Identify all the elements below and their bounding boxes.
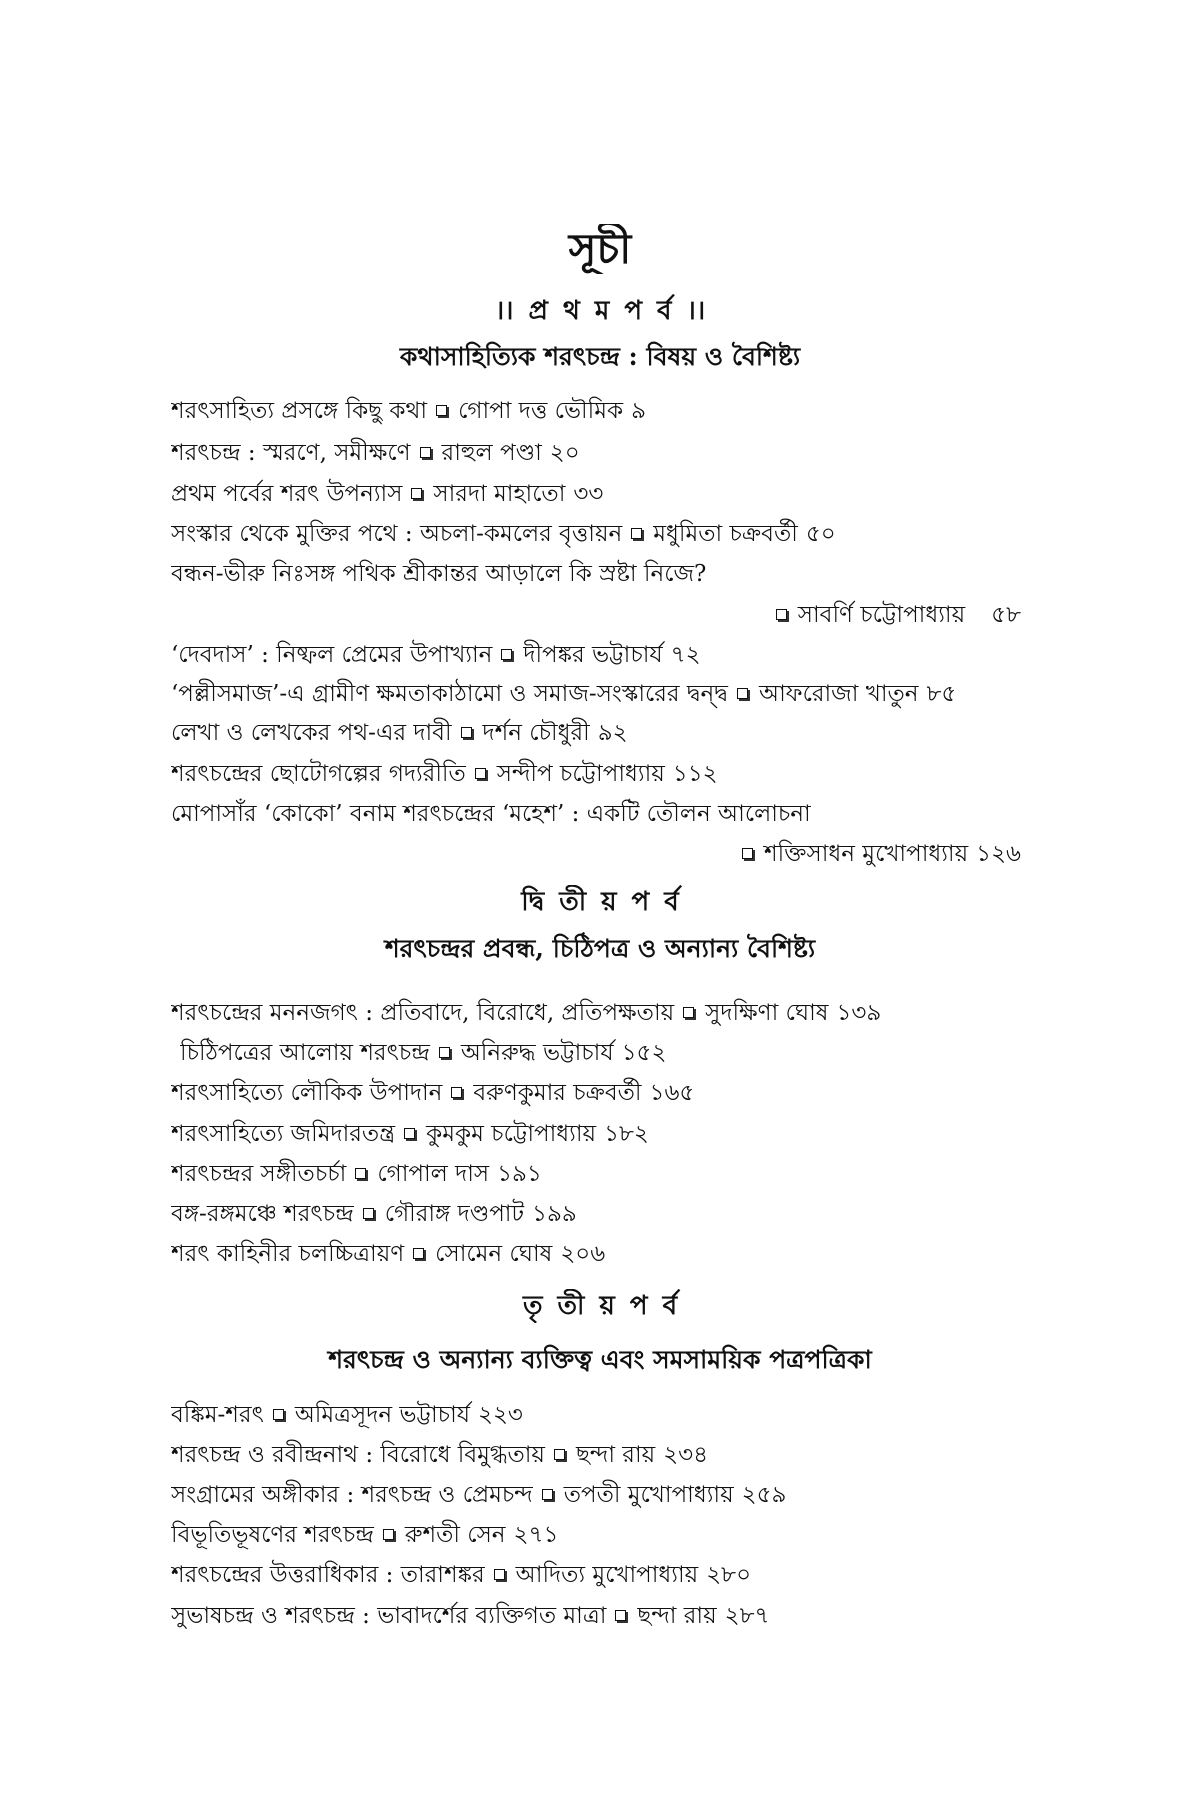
toc-entry — [171, 395, 1031, 427]
toc-entry — [171, 1238, 1031, 1270]
toc-entry — [180, 1037, 1031, 1069]
box-bullet-icon — [776, 609, 787, 620]
entry-author: গোপাল দাস — [377, 1161, 490, 1187]
entry-page: ৭২ — [670, 642, 701, 668]
box-bullet-icon — [404, 1128, 415, 1139]
part-subtitle: শরৎচন্দ্রর প্রবন্ধ, চিঠিপত্র ও অন্যান্য বৈশিষ্ট্য — [384, 934, 816, 963]
toc-entry — [171, 717, 1031, 749]
toc-entry — [171, 1077, 1031, 1109]
entry-author: গৌরাঙ্গ দণ্ডপাট — [384, 1201, 525, 1227]
entry-title: শরৎ কাহিনীর চলচ্চিত্রায়ণ — [171, 1241, 405, 1267]
entry-author: বরুণকুমার চক্রবর্তী — [473, 1080, 642, 1106]
entry-title: সুভাষচন্দ্র ও শরৎচন্দ্র : ভাবাদর্শের ব্যক্তিগত মাত্রা — [171, 1603, 607, 1629]
entry-author: দীপঙ্কর ভট্টাচার্য — [523, 642, 663, 668]
entry-page: ২৫৯ — [741, 1482, 787, 1508]
entry-title: লেখা ও লেখকের পথ-এর দাবী — [171, 720, 452, 746]
entry-author: অনিরুদ্ধ ভট্টাচার্য — [460, 1040, 614, 1066]
box-bullet-icon — [737, 688, 748, 699]
entry-page: ৩৩ — [573, 481, 604, 507]
entry-title: মোপাসাঁর ‘কোকো’ বনাম শরৎচন্দ্রের ‘মহেশ’ : একটি তৌলন আলোচনা — [171, 801, 811, 827]
box-bullet-icon — [420, 447, 431, 458]
entry-page: ২৮৭ — [724, 1603, 770, 1629]
toc-entry — [171, 997, 1031, 1029]
entry-title: শরৎসাহিত্যে জমিদারতন্ত্র — [171, 1121, 396, 1147]
entry-page: ১৬৫ — [649, 1080, 695, 1106]
entry-author: সাবর্ণি চট্টোপাধ্যায় — [797, 602, 966, 628]
entry-page: ১৩৯ — [836, 1000, 882, 1026]
entry-page: ১১২ — [672, 761, 718, 787]
toc-entry — [171, 1439, 1031, 1471]
entry-author: সারদা মাহাতো — [433, 481, 566, 507]
entry-title: ‘পল্লীসমাজ’-এ গ্রামীণ ক্ষমতাকাঠামো ও সমাজ-সংস্কারের দ্বন্দ্ব — [171, 681, 728, 707]
entry-title: প্রথম পর্বের শরৎ উপন্যাস — [171, 481, 403, 507]
box-bullet-icon — [355, 1168, 366, 1179]
entry-author: সন্দীপ চট্টোপাধ্যায় — [496, 761, 665, 787]
toc-entry — [171, 1519, 1031, 1551]
entry-author: শক্তিসাধন মুখোপাধ্যায় — [763, 841, 969, 867]
toc-entry — [171, 798, 1031, 830]
box-bullet-icon — [542, 1489, 553, 1500]
toc-entry — [171, 1198, 1031, 1230]
entry-author: আফরোজা খাতুন — [758, 681, 919, 707]
entry-page: ২০৬ — [560, 1241, 606, 1267]
entry-title: বঙ্কিম-শরৎ — [171, 1402, 264, 1428]
box-bullet-icon — [461, 727, 472, 738]
toc-entry — [171, 1118, 1031, 1150]
entry-page: ১৮২ — [604, 1121, 649, 1147]
box-bullet-icon — [631, 528, 642, 539]
entry-author: আদিত্য মুখোপাধ্যায় — [515, 1562, 699, 1588]
entry-author: গোপা দত্ত ভৌমিক — [458, 398, 624, 424]
toc-entry-continuation — [171, 599, 1021, 631]
box-bullet-icon — [501, 649, 512, 660]
box-bullet-icon — [436, 405, 447, 416]
entry-page: ১৯১ — [497, 1161, 542, 1187]
entry-author: কুমকুম চট্টোপাধ্যায় — [426, 1121, 597, 1147]
entry-page: ৫৮ — [991, 602, 1021, 628]
box-bullet-icon — [411, 488, 422, 499]
entry-page: ১২৬ — [976, 841, 1021, 867]
part-heading: দ্বি তী য় প র্ব — [521, 887, 679, 917]
box-bullet-icon — [413, 1248, 424, 1259]
entry-page: ২০ — [549, 440, 580, 466]
entry-title: শরৎসাহিত্য প্রসঙ্গে কিছু কথা — [171, 398, 428, 424]
toc-entry-continuation — [171, 838, 1021, 870]
entry-author: ছন্দা রায় — [637, 1603, 717, 1629]
entry-title: শরৎচন্দ্রের উত্তরাধিকার : তারাশঙ্কর — [171, 1562, 485, 1588]
box-bullet-icon — [383, 1529, 394, 1540]
entry-title: চিঠিপত্রের আলোয় শরৎচন্দ্র — [180, 1040, 430, 1066]
box-bullet-icon — [363, 1208, 374, 1219]
toc-entry — [171, 478, 1031, 510]
entry-author: মধুমিতা চক্রবর্তী — [653, 521, 798, 547]
toc-entry — [171, 518, 1031, 550]
entry-page: ৯২ — [597, 720, 628, 746]
entry-title: শরৎচন্দ্রর সঙ্গীতচর্চা — [171, 1161, 347, 1187]
box-bullet-icon — [742, 848, 753, 859]
box-bullet-icon — [683, 1007, 694, 1018]
entry-title: শরৎচন্দ্রের মননজগৎ : প্রতিবাদে, বিরোধে, প্রতিপক্ষতায় — [171, 1000, 675, 1026]
box-bullet-icon — [475, 768, 486, 779]
entry-title: বিভূতিভূষণের শরৎচন্দ্র — [171, 1522, 374, 1548]
entry-author: রাহুল পণ্ডা — [441, 440, 542, 466]
entry-page: ২৮০ — [706, 1562, 752, 1588]
part-subtitle: কথাসাহিত্যিক শরৎচন্দ্র : বিষয় ও বৈশিষ্ট্য — [399, 342, 801, 371]
entry-author: সোমেন ঘোষ — [435, 1241, 553, 1267]
toc-entry — [171, 1399, 1031, 1431]
box-bullet-icon — [273, 1409, 284, 1420]
entry-title: শরৎচন্দ্র : স্মরণে, সমীক্ষণে — [171, 440, 411, 466]
entry-title: ‘দেবদাস’ : নিষ্ফল প্রেমের উপাখ্যান — [171, 642, 493, 668]
entry-page: ১৯৯ — [532, 1201, 577, 1227]
entry-title: শরৎচন্দ্র ও রবীন্দ্রনাথ : বিরোধে বিমুগ্ধতায় — [171, 1442, 545, 1468]
entry-page: ৫০ — [805, 521, 836, 547]
entry-author: ছন্দা রায় — [575, 1442, 656, 1468]
part-heading: ।। প্র থ ম প র্ব ।। — [494, 296, 706, 326]
toc-entry — [171, 678, 1031, 710]
entry-page: ৮৫ — [926, 681, 957, 707]
toc-entry — [171, 437, 1031, 469]
part-heading: তৃ তী য় প র্ব — [522, 1291, 678, 1321]
box-bullet-icon — [439, 1047, 450, 1058]
toc-entry — [171, 1479, 1031, 1511]
page-title: সূচী — [568, 224, 632, 273]
entry-title: সংগ্রামের অঙ্গীকার : শরৎচন্দ্র ও প্রেমচন্দ — [171, 1482, 533, 1508]
entry-author: তপতী মুখোপাধ্যায় — [563, 1482, 734, 1508]
entry-page: ২২৩ — [478, 1402, 523, 1428]
toc-entry — [171, 639, 1031, 671]
part-subtitle: শরৎচন্দ্র ও অন্যান্য ব্যক্তিত্ব এবং সমসাময়িক পত্রপত্রিকা — [328, 1345, 872, 1374]
entry-author: রুশতী সেন — [404, 1522, 506, 1548]
entry-page: ৯ — [631, 398, 647, 424]
toc-entry — [171, 558, 1031, 590]
entry-title: বন্ধন-ভীরু নিঃসঙ্গ পথিক শ্রীকান্তর আড়ালে কি স্রষ্টা নিজে? — [171, 561, 707, 587]
toc-entry — [171, 1559, 1031, 1591]
toc-entry — [171, 758, 1031, 790]
entry-author: সুদক্ষিণা ঘোষ — [705, 1000, 829, 1026]
entry-title: শরৎচন্দ্রের ছোটোগল্পের গদ্যরীতি — [171, 761, 466, 787]
entry-title: বঙ্গ-রঙ্গমঞ্চে শরৎচন্দ্র — [171, 1201, 354, 1227]
box-bullet-icon — [494, 1569, 505, 1580]
entry-page: ২৭১ — [513, 1522, 559, 1548]
entry-page: ২৩৪ — [663, 1442, 709, 1468]
entry-title: শরৎসাহিত্যে লৌকিক উপাদান — [171, 1080, 443, 1106]
box-bullet-icon — [451, 1087, 462, 1098]
entry-title: সংস্কার থেকে মুক্তির পথে : অচলা-কমলের বৃত্তায়ন — [171, 521, 623, 547]
toc-entry — [171, 1600, 1031, 1632]
entry-author: দর্শন চৌধুরী — [482, 720, 590, 746]
toc-entry — [171, 1158, 1031, 1190]
entry-author: অমিত্রসূদন ভট্টাচার্য — [294, 1402, 471, 1428]
box-bullet-icon — [554, 1449, 565, 1460]
entry-page: ১৫২ — [621, 1040, 667, 1066]
box-bullet-icon — [615, 1610, 626, 1621]
